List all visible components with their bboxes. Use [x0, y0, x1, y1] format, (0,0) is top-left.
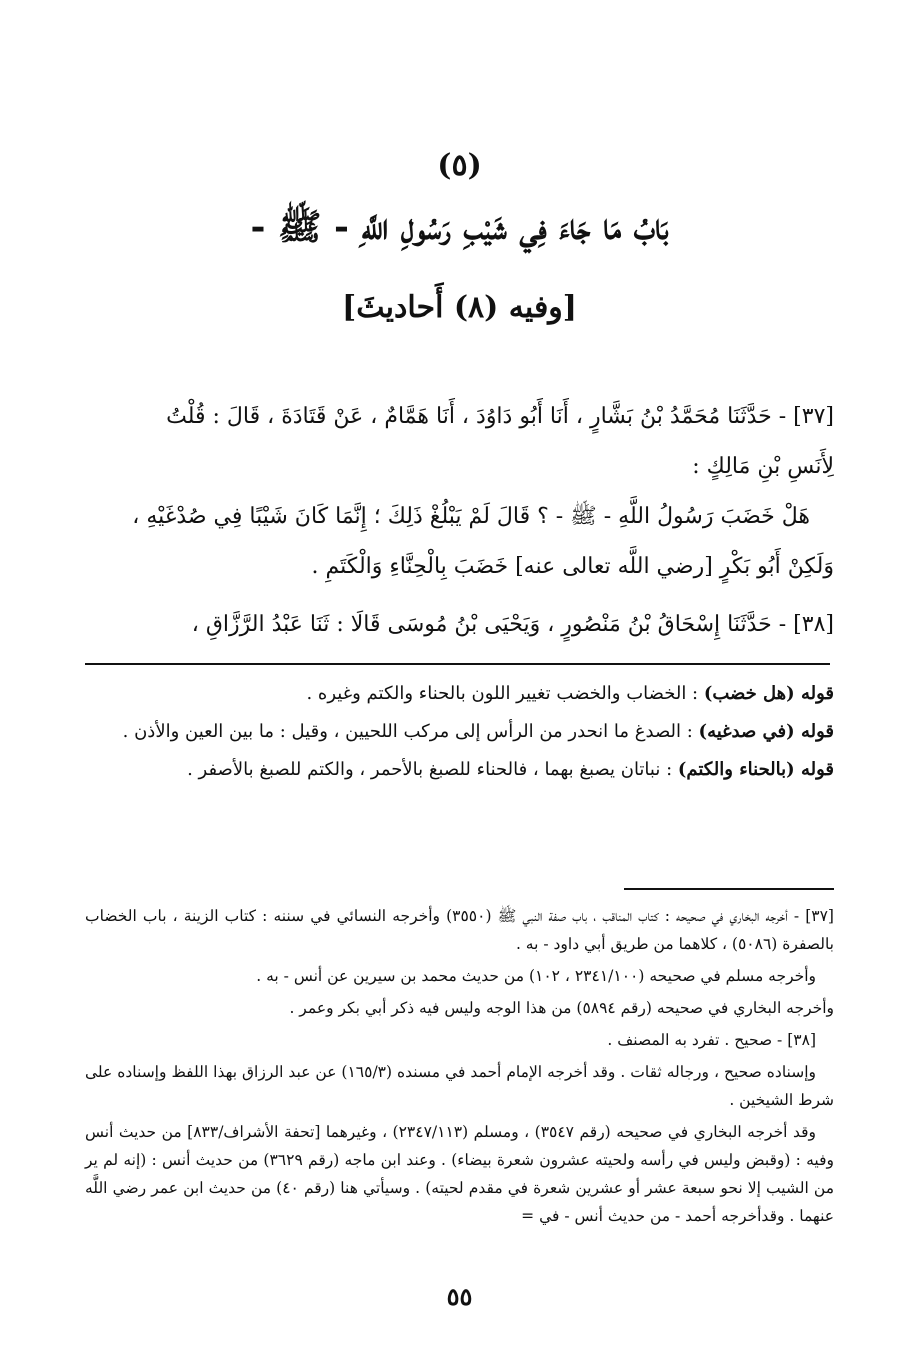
commentary-term: قوله (هل خضب): [703, 683, 834, 704]
hadith-38: [85, 600, 834, 650]
hadith-37-isnad-end: لِأَنَسِ بْنِ مَالِكٍ :: [692, 454, 834, 479]
footnote-37-muslim: وأخرجه مسلم في صحيحه (٢٣٤١/١٠٠ ، ١٠٢) من حديث محمد بن سيرين عن أنس - به .: [256, 967, 816, 985]
chapter-number: (٥): [437, 148, 482, 183]
commentary-section: [85, 678, 834, 792]
text-divider: [85, 663, 830, 665]
hadith-37: [85, 392, 834, 592]
footnote-37-bukhari: وأخرجه البخاري في صحيحه (رقم ٥٨٩٤) من هذا الوجه وليس فيه ذكر أبي بكر وعمر .: [289, 999, 834, 1017]
hadith-text: [85, 392, 834, 658]
commentary-explanation: : الخضاب والخضب تغيير اللون بالحناء والكتم وغيره .: [306, 683, 704, 704]
commentary-term: قوله (بالحناء والكتم): [677, 759, 834, 780]
footnotes-section: [85, 902, 834, 1234]
footnote-38-isnad: وإسناده صحيح ، ورجاله ثقات . وقد أخرجه الإمام أحمد في مسنده (١٦٥/٣) عن عبد الرزاق بهذا اللفظ وإسناده على شرط الشيخين .: [85, 1063, 834, 1109]
chapter-hadith-count: [وفيه (٨) أَحاديثَ]: [342, 290, 577, 325]
commentary-item: [85, 716, 834, 748]
hadith-37-isnad: [٣٧] - حَدَّثَنَا مُحَمَّدُ بْنُ بَشَّارٍ ، أَنَا أَبُو دَاوُدَ ، أَنَا هَمَّامٌ ، عَنْ قَتَادَةَ ، قَالَ : قُلْتُ: [166, 404, 834, 429]
commentary-item: [85, 678, 834, 710]
commentary-term: قوله (في صدغيه): [698, 721, 834, 742]
hadith-38-isnad: [٣٨] - حَدَّثَنَا إِسْحَاقُ بْنُ مَنْصُورٍ ، وَيَحْيَى بْنُ مُوسَى قَالَا : ثَنَا عَبْدُ الرَّزَّاقِ ،: [191, 612, 834, 637]
hadith-37-matn: هَلْ خَضَبَ رَسُولُ اللَّهِ - ﷺ - ؟ قَالَ لَمْ يَبْلُغْ ذَلِكَ ؛ إِنَّمَا كَانَ شَيْبًا فِي صُدْغَيْهِ ،: [132, 504, 810, 529]
footnote-38-takhrij: وقد أخرجه البخاري في صحيحه (رقم ٣٥٤٧) ، ومسلم (٢٣٤٧/١١٣) ، وغيرهما [تحفة الأشراف/٨٣٣] من حديث أنس وفيه : (وقبض وليس في رأسه ولحيته عشرون شعرة بيضاء) . وعند ابن ماجه (رقم ٣٦٢٩) من حديث أنس : (إنه لم ير من الشيب إلا نحو سبعة عشر أو عشرين شعرة في مقدم لحيته) . وسيأتي هنا (رقم ٤٠) من حديث ابن عمر رضي اللَّه عنهما . وقدأخرجه أحمد - من حديث أنس - في =: [85, 1123, 834, 1225]
commentary-explanation: : الصدغ ما انحدر من الرأس إلى مركب اللحيين ، وقيل : ما بين العين والأذن .: [122, 721, 699, 742]
commentary-explanation: : نباتان يصبغ بهما ، فالحناء للصبغ بالأحمر ، والكتم للصبغ بالأصفر .: [187, 759, 678, 780]
page-number: ٥٥: [446, 1282, 473, 1311]
footnote-37: [٣٧] - أخرجه البخاري في صحيحه : كتاب المناقب ، باب صفة النبي ﷺ (٣٥٥٠) وأخرجه النسائي في سننه : كتاب الزينة ، باب الخضاب بالصفرة (٥٠٨٦) ، كلاهما من طريق أبي داود - به .: [85, 907, 834, 953]
chapter-title: بَابُ مَا جَاءَ فِي شَيْبِ رَسُولِ اللَّهِ - ﷺ -: [250, 206, 669, 248]
commentary-item: [85, 754, 834, 786]
footnote-38: [٣٨] - صحيح . تفرد به المصنف .: [607, 1031, 816, 1049]
footnote-divider: [624, 888, 834, 890]
hadith-37-matn-end: وَلَكِنْ أَبُو بَكْرٍ [رضي اللَّه تعالى عنه] خَضَبَ بِالْحِنَّاءِ وَالْكَتَمِ .: [311, 554, 834, 579]
